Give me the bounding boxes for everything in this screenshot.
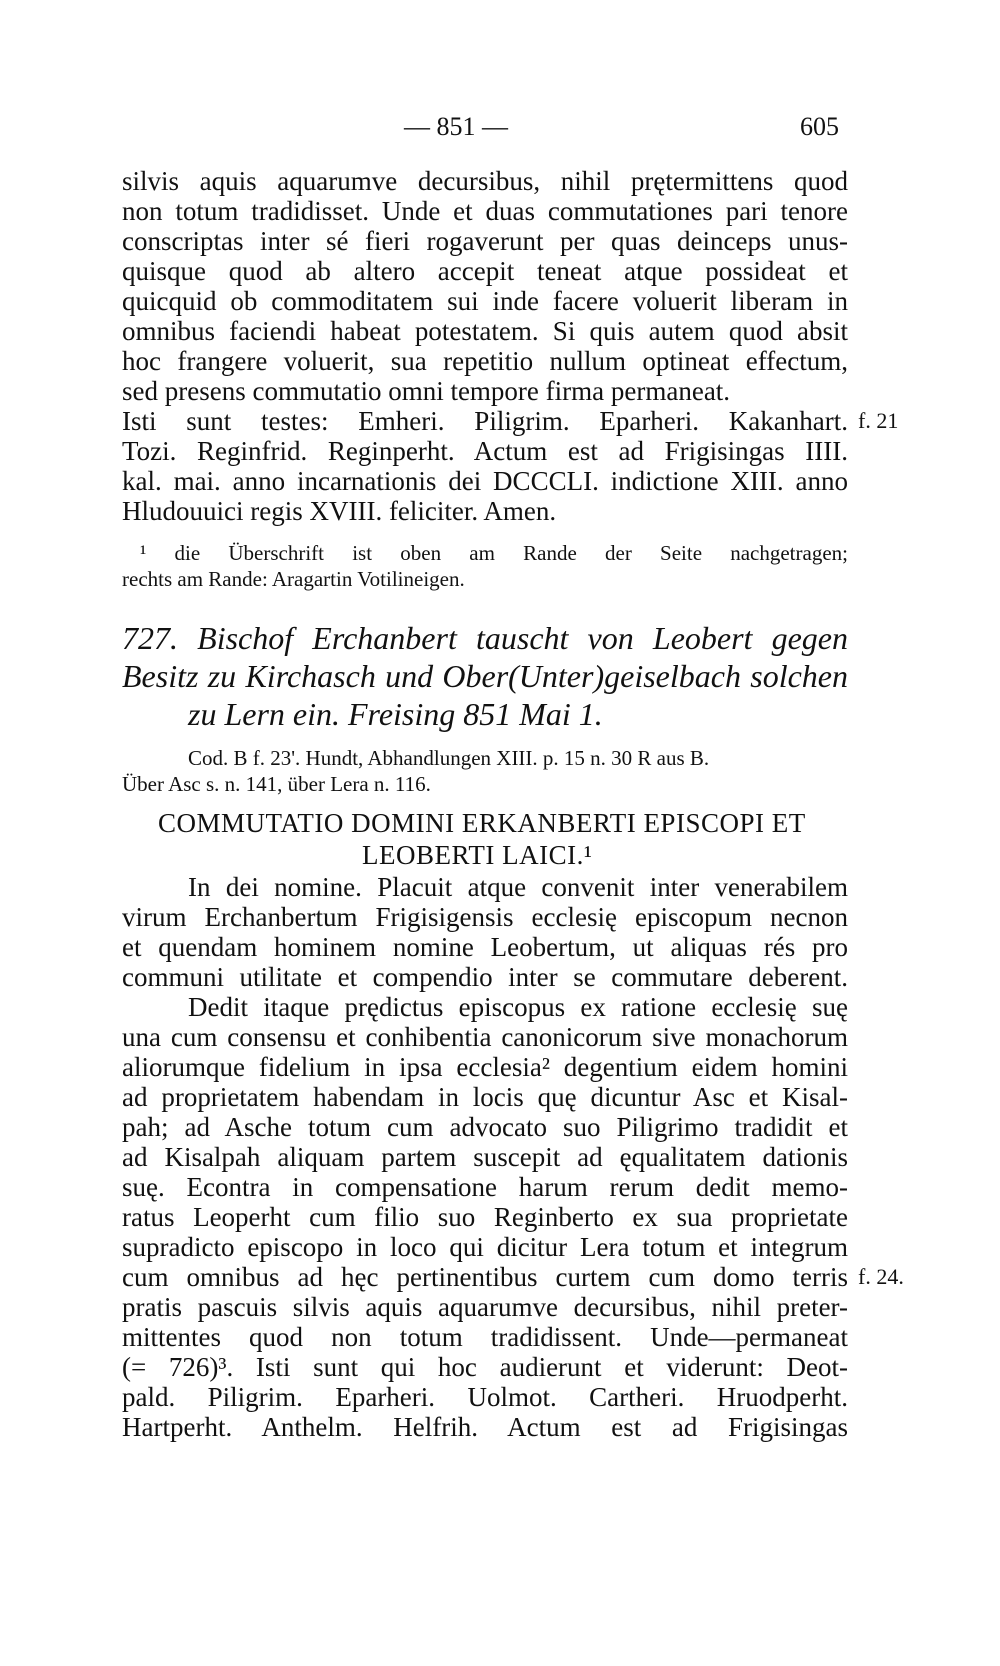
title-line: 727. Bischof Erchanbert tauscht von Leobert gegen xyxy=(122,620,848,656)
text-line: Isti sunt testes: Emheri. Piligrim. Eparheri. Kakanhart. xyxy=(122,406,848,436)
text-line: sed presens commutatio omni tempore firma permaneat. xyxy=(122,376,731,406)
text-line: Hludouuici regis XVIII. feliciter. Amen. xyxy=(122,496,557,526)
text-line: quicquid ob commoditatem sui inde facere voluerit liberam in xyxy=(122,286,848,316)
text-line: ratus Leoperht cum filio suo Reginberto ex sua proprietate xyxy=(122,1202,848,1232)
title-line: Besitz zu Kirchasch und Ober(Unter)geiselbach solchen xyxy=(122,658,848,694)
text-line: pald. Piligrim. Eparheri. Uolmot. Cartheri. Hruodperht. xyxy=(122,1382,848,1412)
text-line: quisque quod ab altero accepit teneat atque possideat et xyxy=(122,256,848,286)
folio-margin-note: f. 24. xyxy=(858,1264,904,1289)
footnote-line: ¹ die Überschrift ist oben am Rande der Seite nachgetragen; xyxy=(140,541,848,565)
text-line: hoc frangere voluerit, sua repetitio nullum optineat effectum, xyxy=(122,346,848,376)
text-line: supradicto episcopo in loco qui dicitur Lera totum et integrum xyxy=(122,1232,848,1262)
folio-margin-note: f. 21 xyxy=(858,408,899,433)
text-line: omnibus faciendi habeat potestatem. Si quis autem quod absit xyxy=(122,316,848,346)
source-line: Über Asc s. n. 141, über Lera n. 116. xyxy=(122,772,431,796)
text-line: conscriptas inter sé fieri rogaverunt per quas deinceps unus- xyxy=(122,226,848,256)
text-line: ad proprietatem habendam in locis quę dicuntur Asc et Kisal- xyxy=(122,1082,848,1112)
source-line: Cod. B f. 23'. Hundt, Abhandlungen XIII. p. 15 n. 30 R aus B. xyxy=(188,746,710,770)
text-line: mittentes quod non totum tradidissent. Unde—permaneat xyxy=(122,1322,848,1352)
text-line: cum omnibus ad hęc pertinentibus curtem cum domo terris xyxy=(122,1262,848,1292)
text-line: kal. mai. anno incarnationis dei DCCCLI. indictione XIII. anno xyxy=(122,466,848,496)
text-line: ad Kisalpah aliquam partem suscepit ad ęqualitatem dationis xyxy=(122,1142,848,1172)
text-line: suę. Econtra in compensatione harum rerum dedit memo- xyxy=(122,1172,848,1202)
text-line: pah; ad Asche totum cum advocato suo Piligrimo tradidit et xyxy=(122,1112,848,1142)
text-line: virum Erchanbertum Frigisigensis ecclesię episcopum necnon xyxy=(122,902,848,932)
text-line: Dedit itaque prędictus episcopus ex ratione ecclesię suę xyxy=(188,992,848,1022)
text-line: aliorumque fidelium in ipsa ecclesia² degentium eidem homini xyxy=(122,1052,848,1082)
text-line: communi utilitate et compendio inter se commutare deberent. xyxy=(122,962,848,992)
text-line: In dei nomine. Placuit atque convenit inter venerabilem xyxy=(188,872,848,902)
text-line: (= 726)³. Isti sunt qui hoc audierunt et viderunt: Deot- xyxy=(122,1352,848,1382)
text-line: et quendam hominem nomine Leobertum, ut aliquas rés pro xyxy=(122,932,848,962)
heading-line: COMMUTATIO DOMINI ERKANBERTI EPISCOPI ET xyxy=(158,808,806,838)
text-line: una cum consensu et conhibentia canonicorum sive monachorum xyxy=(122,1022,848,1052)
text-line: Tozi. Reginfrid. Reginperht. Actum est ad Frigisingas IIII. xyxy=(122,436,848,466)
title-line: zu Lern ein. Freising 851 Mai 1. xyxy=(188,696,603,732)
text-line: pratis pascuis silvis aquis aquarumve decursibus, nihil preter- xyxy=(122,1292,848,1322)
text-line: silvis aquis aquarumve decursibus, nihil prętermittens quod xyxy=(122,166,848,196)
footnote-line: rechts am Rande: Aragartin Votilineigen. xyxy=(122,567,465,591)
text-line: Hartperht. Anthelm. Helfrih. Actum est ad Frigisingas xyxy=(122,1412,848,1442)
heading-line: LEOBERTI LAICI.¹ xyxy=(362,840,593,870)
document-number: — 851 — xyxy=(404,112,508,141)
page-number: 605 xyxy=(800,112,839,141)
text-line: non totum tradidisset. Unde et duas commutationes pari tenore xyxy=(122,196,848,226)
